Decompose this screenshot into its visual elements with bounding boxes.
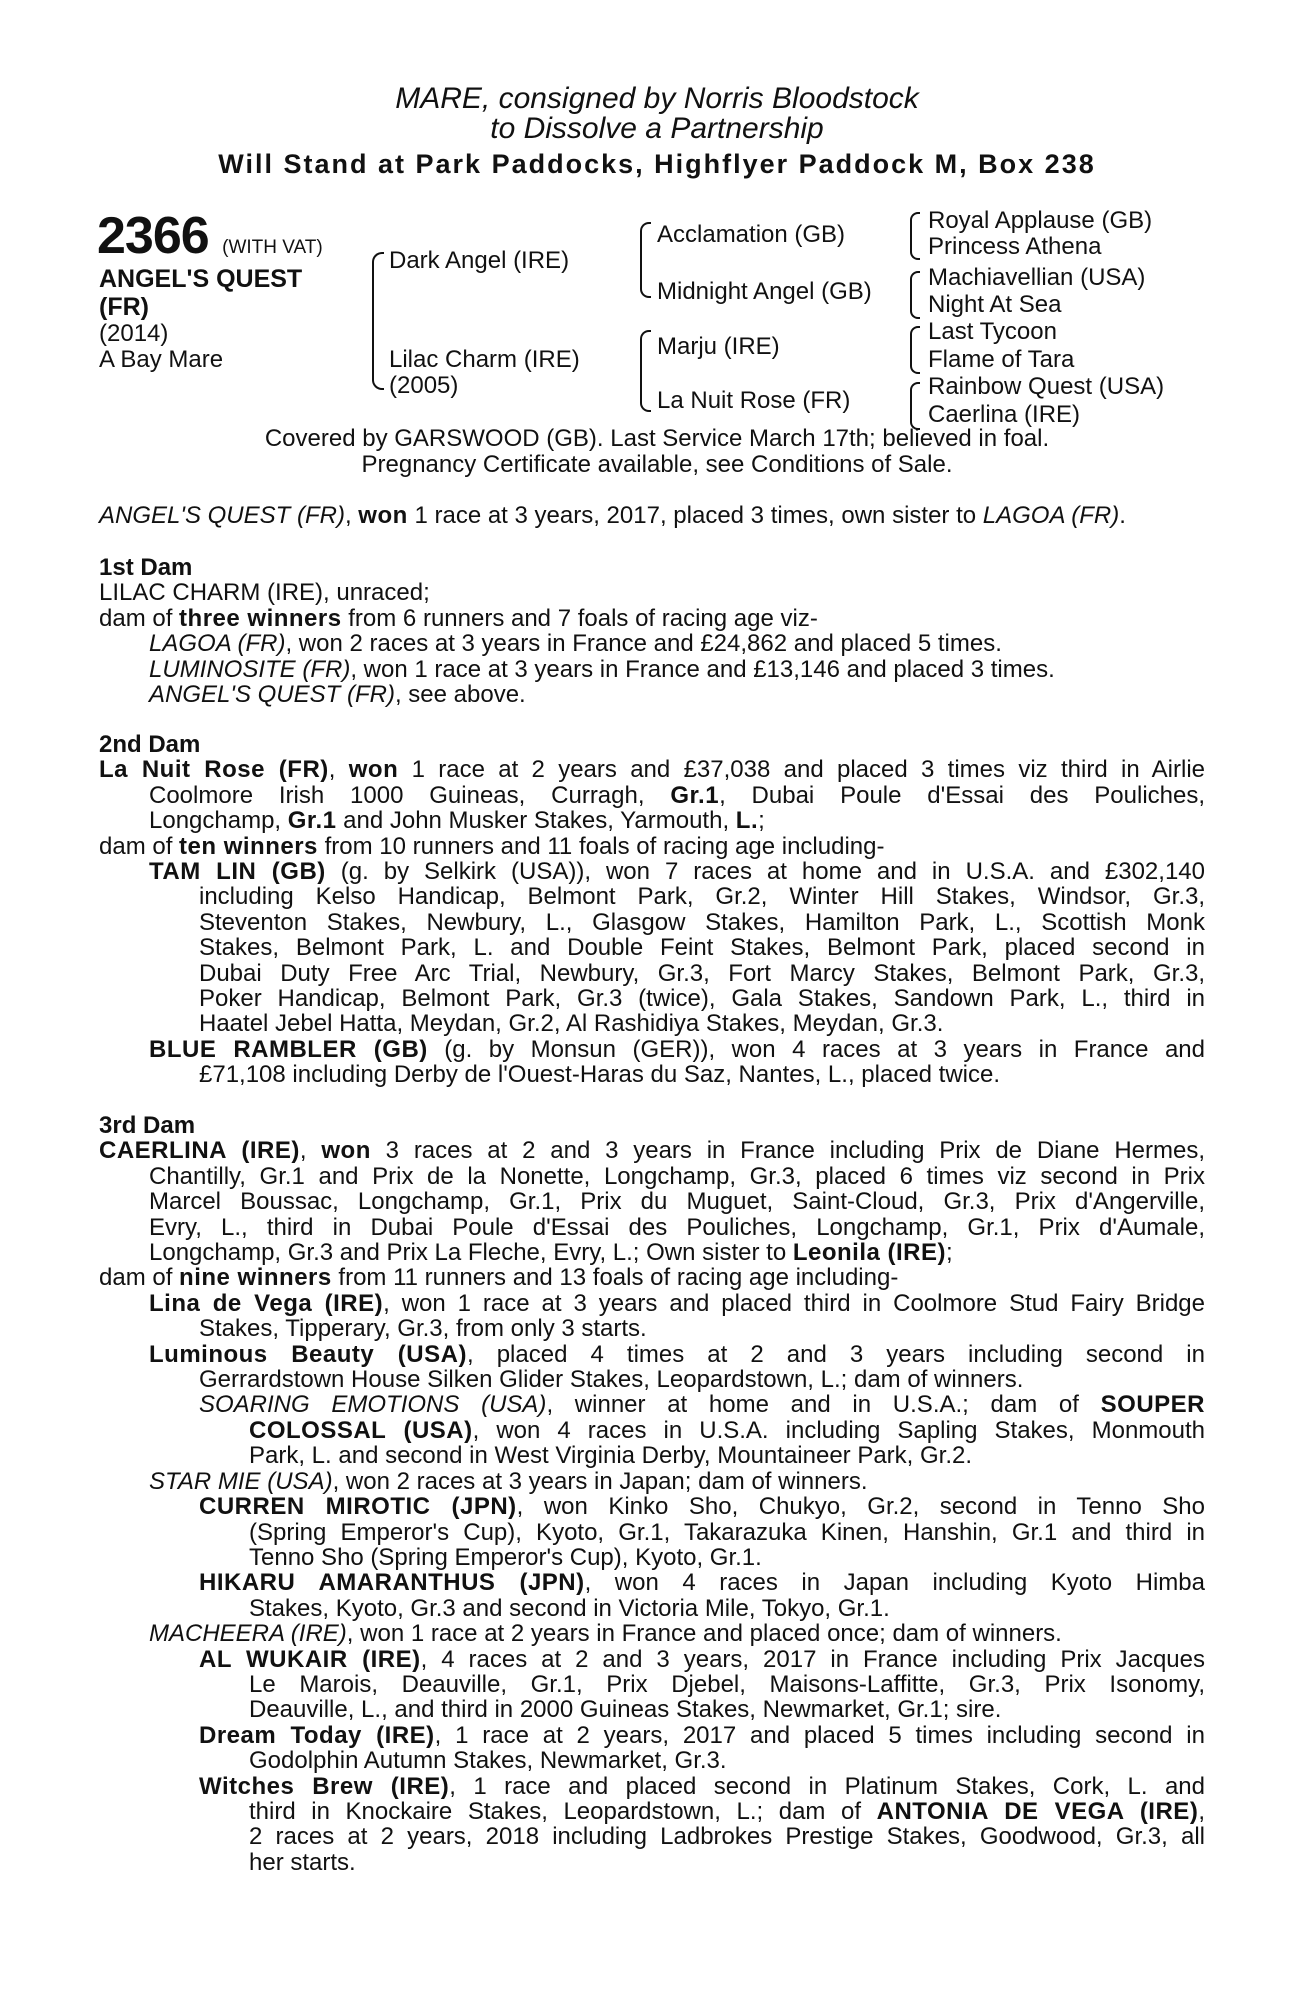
sire-brace [640,222,651,298]
sire-sire-dam: Princess Athena [928,233,1102,260]
offspring-record [99,1799,1205,1824]
text: ; [946,1239,953,1267]
offspring-record: Dubai Duty Free Arc Trial, Newbury, Gr.3, Fort Marcy Stakes, Belmont Park, Gr.3, [199,959,1205,987]
horse-year: (2014) [99,320,169,347]
offspring-name: Dream Today (IRE) [199,1721,435,1749]
won-label: won [321,1137,371,1165]
consignor-subline: to Dissolve a Partnership [490,112,824,145]
offspring-record: £71,108 including Derby de l'Ouest-Haras du Saz, Nantes, L., placed twice. [199,1061,1001,1089]
first-dam-heading: 1st Dam [99,554,193,581]
text: , won 1 race at 2 years in France and placed once; dam of winners. [346,1620,1062,1648]
text: from 11 runners and 13 foals of racing age including- [331,1264,899,1292]
text: , won 4 races in U.S.A. including Sapling Stakes, Monmouth [472,1416,1205,1444]
text: 1 race at 2 years and £37,038 and placed 3 times viz third in Airlie [398,756,1205,784]
grand-offspring-entry [99,1774,1205,1799]
text: 3 races at 2 and 3 years in France including Prix de Diane Hermes, [370,1137,1206,1165]
offspring-entry [99,1291,1205,1316]
offspring-name: Luminous Beauty (USA) [149,1340,467,1368]
offspring-name: AL WUKAIR (IRE) [199,1645,421,1673]
first-dam-section [99,555,1205,707]
first-dam-name: LILAC CHARM (IRE), unraced; [99,579,430,607]
grade: Gr.1 [287,807,337,835]
offspring-record: Stakes, Kyoto, Gr.3 and second in Victoria Mile, Tokyo, Gr.1. [249,1594,890,1622]
offspring-name: Lina de Vega (IRE) [149,1289,384,1317]
text: Longchamp, Gr.3 and Prix La Fleche, Evry, L.; Own sister to [149,1239,793,1267]
offspring-record: Le Marois, Deauville, Gr.1, Prix Djebel, Maisons-Laffitte, Gr.3, Prix Isonomy, [249,1670,1205,1698]
dam-sire-dam: Flame of Tara [928,346,1075,373]
offspring-name: ANGEL'S QUEST (FR) [149,681,395,709]
dam-dam-dam: Caerlina (IRE) [928,401,1081,428]
winners-count: nine winners [179,1264,332,1292]
offspring-record: Deauville, L., and third in 2000 Guineas Stakes, Newmarket, Gr.1; sire. [249,1696,1002,1724]
winners-count: ten winners [179,832,318,860]
offspring-record: Gerrardstown House Silken Glider Stakes, Leopardstown, L.; dam of winners. [199,1366,1024,1394]
second-dam-line [99,808,1205,833]
offspring-entry [99,859,1205,884]
second-dam-summary [99,834,1205,859]
offspring-record: Stakes, Belmont Park, L. and Double Feint Stakes, Belmont Park, placed second in [199,934,1205,962]
summary-end: . [1119,502,1126,529]
listed: L. [735,807,759,835]
offspring-name: STAR MIE (USA) [149,1467,333,1495]
ss-brace [910,212,920,260]
offspring-name: BLUE RAMBLER (GB) [149,1035,428,1063]
offspring-record: her starts. [249,1848,356,1876]
text: (g. by Selkirk (USA)), won 7 races at home and in U.S.A. and £302,140 [325,858,1205,886]
lot-number-value: 2366 [97,207,209,265]
second-dam-line [99,783,1205,808]
text: , won 2 races at 3 years in Japan; dam of winners. [332,1467,868,1495]
third-dam-record: Evry, L., third in Dubai Poule d'Essai des Pouliches, Longchamp, Gr.1, Prix d'Aumale, [149,1213,1205,1241]
second-dam-heading: 2nd Dam [99,731,201,758]
summary-text: 1 race at 3 years, 2017, placed 3 times, own sister to [407,502,983,529]
dam-sire-sire: Last Tycoon [928,318,1057,345]
offspring-record: , won 2 races at 3 years in France and £24,862 and placed 5 times. [285,630,1002,658]
summary-paragraph: ANGEL'S QUEST (FR), won 1 race at 3 years, 2017, placed 3 times, own sister to LAGOA (FR). [99,502,1126,529]
offspring-record: , won 1 race at 3 years in France and £13,146 and placed 3 times. [350,655,1055,683]
offspring-name: LUMINOSITE (FR) [149,655,351,683]
text: third in Knockaire Stakes, Leopardstown, L.; dam of [249,1797,877,1825]
offspring-name: SOUPER [1100,1391,1206,1419]
text: , won Kinko Sho, Chukyo, Gr.2, second in Tenno Sho [516,1493,1206,1521]
offspring-record: (Spring Emperor's Cup), Kyoto, Gr.1, Takarazuka Kinen, Hanshin, Gr.1 and third in [249,1518,1205,1546]
offspring-entry [99,682,1205,707]
first-dam-summary [99,606,1205,631]
horse-name: ANGEL'S QUEST [99,265,303,293]
grade: Gr.1 [670,781,720,809]
offspring-name: TAM LIN (GB) [149,858,326,886]
text: , winner at home and in U.S.A.; dam of [546,1391,1101,1419]
dam-year: (2005) [389,372,459,399]
offspring-entry [99,1469,1205,1494]
sister-name: Leonila (IRE) [792,1239,947,1267]
third-dam-summary [99,1265,1205,1290]
text: from 10 runners and 11 foals of racing age including- [317,832,885,860]
offspring-record: Tenno Sho (Spring Emperor's Cup), Kyoto, Gr.1. [249,1543,762,1571]
text: ; [758,807,765,835]
offspring-record: Stakes, Tipperary, Gr.3, from only 3 starts. [199,1315,647,1343]
won-label: won [348,756,399,784]
third-dam-record: Marcel Boussac, Longchamp, Gr.1, Prix du Muguet, Saint-Cloud, Gr.3, Prix d'Angerville, [149,1188,1205,1216]
text: dam of [99,604,180,632]
summary-sister: LAGOA (FR) [982,502,1120,529]
offspring-record: Steventon Stakes, Newbury, L., Glasgow Stakes, Hamilton Park, L., Scottish Monk [199,908,1205,936]
dam-brace [640,330,651,412]
third-dam-heading: 3rd Dam [99,1112,196,1139]
text: (g. by Monsun (GER)), won 4 races at 3 years in France and [427,1035,1206,1063]
offspring-entry [99,1342,1205,1367]
third-dam-name: CAERLINA (IRE) [99,1137,300,1165]
summary-won: won [358,502,408,529]
dam-sire: Marju (IRE) [657,333,780,360]
offspring-name: HIKARU AMARANTHUS (JPN) [199,1569,585,1597]
text: , [1198,1797,1205,1825]
offspring-entry [99,631,1205,656]
grand-offspring-entry [99,1570,1205,1595]
offspring-name: Witches Brew (IRE) [199,1772,450,1800]
text: , 1 race at 2 years, 2017 and placed 5 times including second in [434,1721,1205,1749]
horse-description: A Bay Mare [99,346,224,373]
ds-brace [910,326,920,374]
sire-dam: Midnight Angel (GB) [657,278,872,305]
offspring-record: Godolphin Autumn Stakes, Newmarket, Gr.3. [249,1747,727,1775]
text: Longchamp, [149,807,288,835]
sire-sire-sire: Royal Applause (GB) [928,207,1153,234]
winners-count: three winners [179,604,342,632]
consignor-line: MARE, consigned by Norris Bloodstock [395,82,919,115]
sire: Dark Angel (IRE) [389,247,570,274]
dam-dam-sire: Rainbow Quest (USA) [928,373,1165,400]
text: Coolmore Irish 1000 Guineas, Curragh, [149,781,671,809]
text: , placed 4 times at 2 and 3 years including second in [466,1340,1205,1368]
pregnancy-note: Pregnancy Certificate available, see Conditions of Sale. [361,451,953,478]
offspring-name: CURREN MIROTIC (JPN) [199,1493,517,1521]
grand-offspring-entry [99,1418,1205,1443]
third-dam-record: Chantilly, Gr.1 and Prix de la Nonette, Longchamp, Gr.3, placed 6 times viz second in Prix [149,1162,1205,1190]
summary-horse: ANGEL'S QUEST (FR) [99,502,345,529]
text: , Dubai Poule d'Essai des Pouliches, [719,781,1206,809]
grand-offspring-entry [99,1723,1205,1748]
offspring-record: Park, L. and second in West Virginia Derby, Mountaineer Park, Gr.2. [249,1442,973,1470]
text: and John Musker Stakes, Yarmouth, [336,807,736,835]
grand-offspring-entry [99,1647,1205,1672]
sire-sire: Acclamation (GB) [657,221,846,248]
pedigree-brace [372,252,384,390]
text: , 1 race and placed second in Platinum Stakes, Cork, L. and [449,1772,1205,1800]
dd-brace [910,382,920,430]
text: dam of [99,832,180,860]
offspring-entry [99,1621,1205,1646]
offspring-record: Haatel Jebel Hatta, Meydan, Gr.2, Al Rashidiya Stakes, Meydan, Gr.3. [199,1010,944,1038]
offspring-name: COLOSSAL (USA) [249,1416,473,1444]
offspring-name: MACHEERA (IRE) [149,1620,347,1648]
grand-offspring-entry [99,1494,1205,1519]
text: from 6 runners and 7 foals of racing age viz- [341,604,818,632]
second-dam-name: La Nuit Rose (FR) [99,756,329,784]
third-dam-record [99,1240,1205,1265]
second-dam-line: La Nuit Rose (FR), won 1 race at 2 years and £37,038 and placed 3 times viz third in Airlie [99,756,1205,784]
second-dam-section [99,732,1205,1088]
text: , 4 races at 2 and 3 years, 2017 in France including Prix Jacques [420,1645,1205,1673]
sire-dam-sire: Machiavellian (USA) [928,264,1146,291]
text: , won 4 races in Japan including Kyoto Himba [584,1569,1205,1597]
offspring-name: ANTONIA DE VEGA (IRE) [876,1797,1199,1825]
horse-suffix: (FR) [99,293,149,321]
dam: Lilac Charm (IRE) [389,346,580,373]
text: , won 1 race at 3 years and placed third in Coolmore Stud Fairy Bridge [383,1289,1205,1317]
offspring-record: , see above. [394,681,526,709]
grand-offspring-entry [99,1392,1205,1417]
dam-dam: La Nuit Rose (FR) [657,387,851,414]
covered-note: Covered by GARSWOOD (GB). Last Service March 17th; believed in foal. [264,425,1050,452]
offspring-record: Poker Handicap, Belmont Park, Gr.3 (twice), Gala Stakes, Sandown Park, L., third in [199,985,1205,1013]
sire-dam-dam: Night At Sea [928,291,1062,318]
offspring-entry [99,657,1205,682]
offspring-entry [99,1037,1205,1062]
third-dam-line: CAERLINA (IRE), won 3 races at 2 and 3 years in France including Prix de Diane Hermes, [99,1137,1206,1165]
third-dam-section [99,1113,1205,1875]
offspring-record: 2 races at 2 years, 2018 including Ladbrokes Prestige Stakes, Goodwood, Gr.3, all [249,1823,1205,1851]
offspring-name: LAGOA (FR) [149,630,286,658]
location-line: Will Stand at Park Paddocks, Highflyer Paddock M, Box 238 [218,149,1096,179]
offspring-name: SOARING EMOTIONS (USA) [199,1391,547,1419]
sd-brace [910,271,920,319]
offspring-record: including Kelso Handicap, Belmont Park, Gr.2, Winter Hill Stakes, Windsor, Gr.3, [199,883,1205,911]
vat-note: (WITH VAT) [222,237,323,258]
text: dam of [99,1264,180,1292]
